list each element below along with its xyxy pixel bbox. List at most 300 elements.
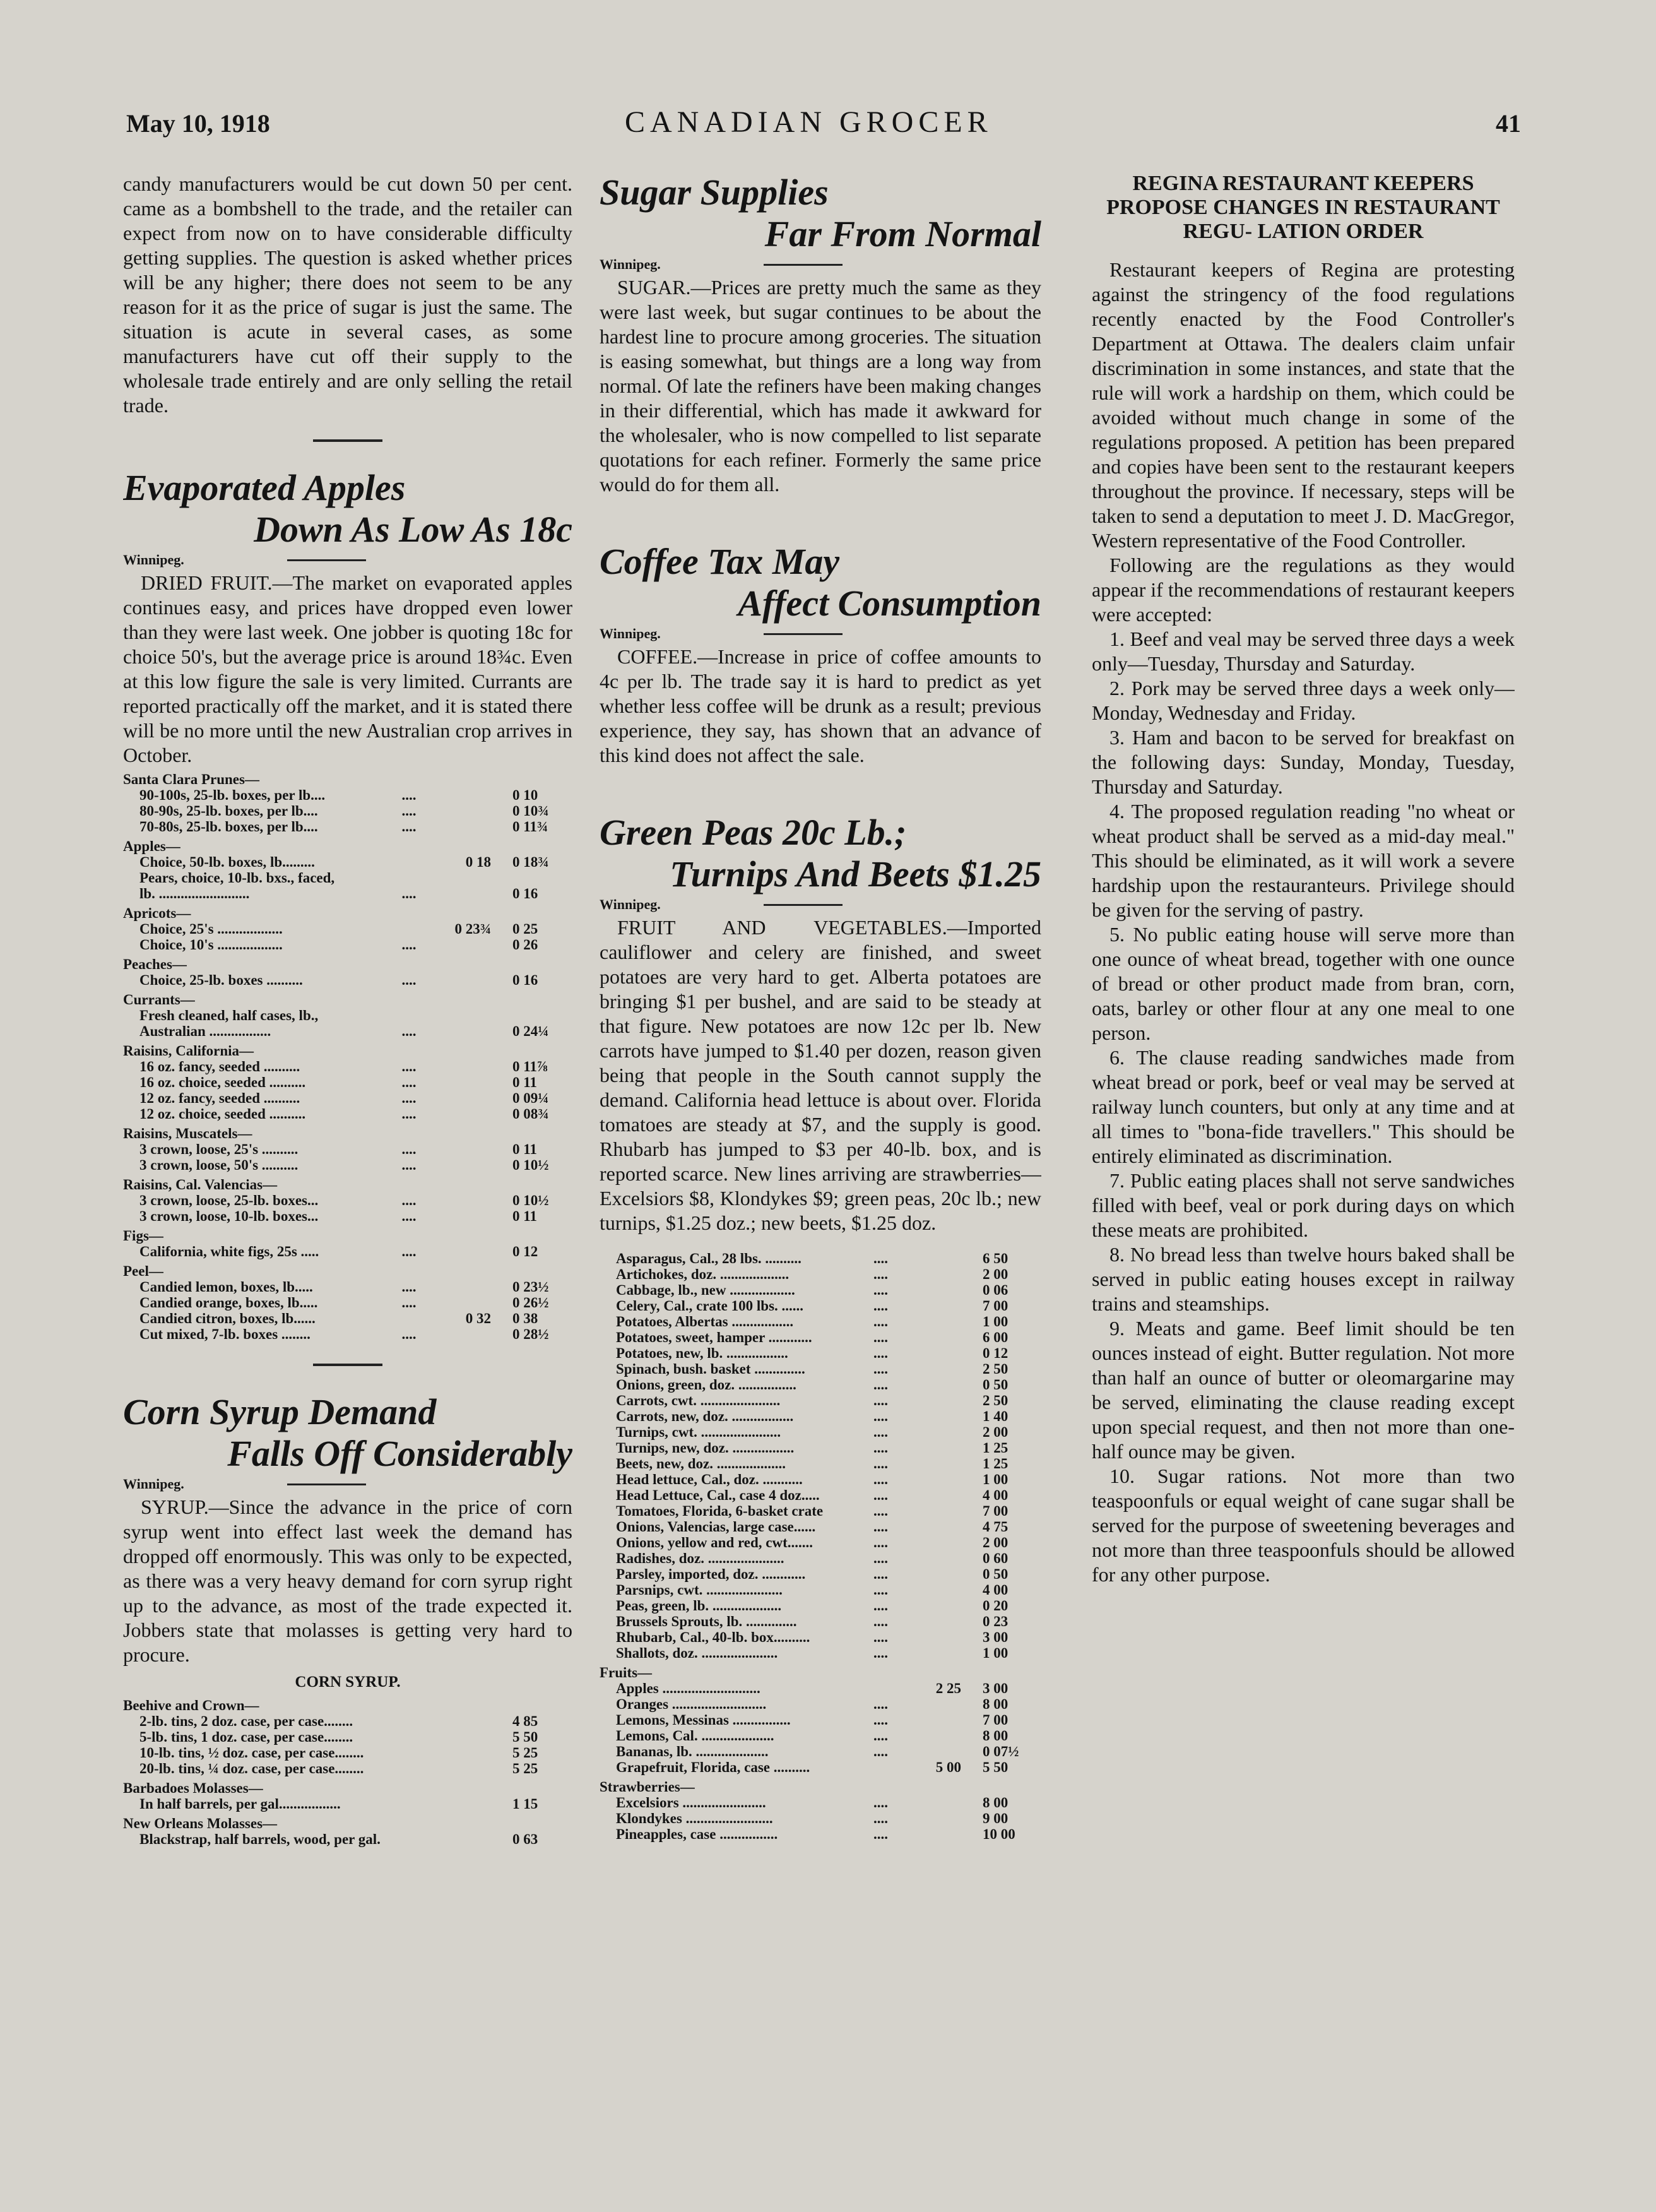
section-divider <box>313 439 382 442</box>
price-low <box>909 1696 966 1712</box>
syrup-headline-line2: Falls Off Considerably <box>227 1433 572 1474</box>
price-item-name: 5-lb. tins, 1 doz. case, per case........ <box>139 1729 353 1745</box>
price-high: 0 06 <box>983 1282 1008 1298</box>
price-low <box>909 1795 966 1811</box>
price-category-label: Peaches— <box>123 956 187 972</box>
price-low <box>909 1424 966 1440</box>
price-low <box>909 1728 966 1744</box>
price-high: 0 09¼ <box>512 1090 549 1106</box>
price-low <box>909 1744 966 1759</box>
price-high: 0 26½ <box>512 1295 549 1311</box>
price-low <box>909 1393 966 1408</box>
price-row <box>123 803 572 819</box>
price-item-name: Grapefruit, Florida, case .......... <box>616 1759 810 1775</box>
price-low: 0 18 <box>465 854 491 870</box>
price-high: 0 12 <box>512 1244 538 1259</box>
price-low <box>437 870 496 886</box>
price-row <box>600 1598 1041 1614</box>
price-item-name: Choice, 25-lb. boxes .......... <box>139 972 303 988</box>
price-item-name: California, white figs, 25s ..... <box>139 1244 319 1259</box>
regina-paragraph: 2. Pork may be served three days a week only—Monday, Wednesday and Friday. <box>1092 677 1515 724</box>
price-item-name: Choice, 10's .................. <box>139 937 283 953</box>
price-dots: .... <box>401 1279 417 1295</box>
price-low <box>909 1472 966 1487</box>
price-row <box>600 1487 1041 1503</box>
price-dots: .... <box>873 1377 888 1393</box>
price-dots: .... <box>873 1550 888 1566</box>
price-item-name: 10-lb. tins, ½ doz. case, per case........ <box>139 1745 364 1761</box>
regina-paragraph: 10. Sugar rations. Not more than two teaspoonfuls or equal weight of cane sugar shall be served for the purpose of sweetening beverages and not more than three teaspoonfuls should be allowed for any other purpose. <box>1092 1465 1515 1586</box>
price-low <box>437 1796 496 1812</box>
price-category-label: Figs— <box>123 1228 163 1244</box>
price-dots: .... <box>873 1826 888 1842</box>
sugar-body: SUGAR.—Prices are pretty much the same as they were last week, but sugar continues to be about the hardest line to procure among groceries. The situation is easing somewhat, but things are a long way from normal. Of late the refiners have been making changes in their differential, which has made it awkward for the wholesaler, who is now compelled to list separate quotations for each refiner. Formerly the same price would do for them all. <box>600 276 1041 496</box>
regina-article-body <box>1092 258 1515 1587</box>
price-row <box>600 1440 1041 1456</box>
price-category-row <box>123 1224 572 1244</box>
price-item-name: Shallots, doz. ..................... <box>616 1645 778 1661</box>
price-high: 8 00 <box>983 1728 1008 1744</box>
price-row <box>123 1279 572 1295</box>
price-low <box>909 1440 966 1456</box>
price-row <box>600 1345 1041 1361</box>
price-dots: .... <box>873 1519 888 1535</box>
price-category-row <box>123 768 572 787</box>
price-row <box>123 1796 572 1812</box>
price-row <box>600 1361 1041 1377</box>
price-category-label: Peel— <box>123 1263 163 1279</box>
price-low <box>437 1059 496 1074</box>
dateline-rule <box>287 559 366 561</box>
price-row <box>123 1208 572 1224</box>
price-row <box>600 1645 1041 1661</box>
dateline-rule <box>764 633 843 635</box>
price-row <box>600 1472 1041 1487</box>
vegetables-fruit-price-table <box>600 1251 1041 1842</box>
coffee-dateline: Winnipeg. <box>600 626 661 641</box>
price-low <box>909 1487 966 1503</box>
price-high: 8 00 <box>983 1795 1008 1811</box>
syrup-dateline-row <box>123 1476 572 1495</box>
price-dots: .... <box>401 803 417 819</box>
price-high: 0 50 <box>983 1566 1008 1582</box>
price-dots: .... <box>873 1487 888 1503</box>
price-low <box>437 1244 496 1259</box>
price-item-name: Onions, Valencias, large case...... <box>616 1519 816 1535</box>
price-low <box>909 1811 966 1826</box>
price-item-name: Beets, new, doz. ................... <box>616 1456 786 1472</box>
price-low <box>437 1141 496 1157</box>
price-high: 0 24¼ <box>512 1023 549 1039</box>
peas-article <box>600 812 1041 1842</box>
price-category-label: Santa Clara Prunes— <box>123 771 259 787</box>
intro-paragraph: candy manufacturers would be cut down 50 per cent. came as a bombshell to the trade, and the retailer can expect from now on to have considerable difficulty getting supplies. The question is asked whether prices will be any higher; there does not seem to be any reason for it as the price of sugar is just the same. The situation is acute in several cases, as some manufacturers have cut off their supply to the wholesale trade entirely and are only selling the retail trade. <box>123 172 572 417</box>
price-high <box>496 1008 572 1023</box>
syrup-article <box>123 1391 572 1847</box>
price-dots: .... <box>873 1614 888 1629</box>
price-category-row <box>123 988 572 1008</box>
price-low <box>909 1345 966 1361</box>
price-row <box>123 1074 572 1090</box>
price-high: 0 10¾ <box>512 803 549 819</box>
price-dots <box>873 1680 909 1696</box>
price-high: 7 00 <box>983 1712 1008 1728</box>
price-item-name: Pineapples, case ................ <box>616 1826 778 1842</box>
price-low <box>909 1503 966 1519</box>
price-high: 4 00 <box>983 1582 1008 1598</box>
price-high: 4 75 <box>983 1519 1008 1535</box>
regina-paragraph: Following are the regulations as they would appear if the recommendations of restaurant keepers were accepted: <box>1092 554 1515 626</box>
price-item-name: Choice, 50-lb. boxes, lb......... <box>139 854 315 870</box>
price-category-label: Currants— <box>123 992 195 1008</box>
price-category-row <box>123 1694 572 1713</box>
sugar-dateline-row <box>600 256 1041 275</box>
price-row <box>600 1811 1041 1826</box>
price-category-row <box>123 953 572 972</box>
price-high: 1 00 <box>983 1314 1008 1329</box>
coffee-headline-line1: Coffee Tax May <box>600 541 840 582</box>
price-row <box>123 1729 572 1745</box>
regina-paragraph: 7. Public eating places shall not serve sandwiches filled with beef, veal or pork during days on which these meats are prohibited. <box>1092 1169 1515 1241</box>
price-dots: .... <box>873 1566 888 1582</box>
column-1 <box>123 172 572 2167</box>
price-high: 0 28½ <box>512 1326 549 1342</box>
price-row <box>600 1503 1041 1519</box>
price-category-label: Raisins, California— <box>123 1043 254 1059</box>
price-row <box>600 1680 1041 1696</box>
section-divider <box>313 1364 382 1366</box>
price-item-name: Choice, 25's .................. <box>139 921 283 937</box>
price-high: 7 00 <box>983 1503 1008 1519</box>
price-item-name: Fresh cleaned, half cases, lb., <box>139 1008 319 1023</box>
peas-dateline-row <box>600 896 1041 915</box>
price-row <box>123 1090 572 1106</box>
price-low <box>909 1535 966 1550</box>
price-high: 2 00 <box>983 1266 1008 1282</box>
price-item-name: Head lettuce, Cal., doz. ........... <box>616 1472 803 1487</box>
price-high: 0 38 <box>512 1311 538 1326</box>
price-high: 0 18¾ <box>512 854 549 870</box>
price-high: 5 25 <box>512 1745 538 1761</box>
price-item-name: Candied orange, boxes, lb..... <box>139 1295 318 1311</box>
price-item-name: Apples ........................... <box>616 1680 760 1696</box>
price-high: 0 63 <box>512 1831 538 1847</box>
price-low <box>437 1157 496 1173</box>
price-row <box>123 886 572 901</box>
price-low <box>909 1251 966 1266</box>
price-row <box>600 1298 1041 1314</box>
price-item-name: 3 crown, loose, 50's .......... <box>139 1157 299 1173</box>
price-low: 5 00 <box>935 1759 961 1775</box>
price-row <box>600 1282 1041 1298</box>
price-dots: .... <box>873 1712 888 1728</box>
price-high: 2 00 <box>983 1424 1008 1440</box>
price-category-label: Apples— <box>123 838 180 854</box>
price-row <box>600 1456 1041 1472</box>
regina-paragraph: 8. No bread less than twelve hours baked shall be served in public eating houses except in railway trains and steamships. <box>1092 1243 1515 1315</box>
price-row <box>600 1329 1041 1345</box>
syrup-dateline: Winnipeg. <box>123 1476 184 1492</box>
price-dots: .... <box>401 1090 417 1106</box>
price-low <box>909 1712 966 1728</box>
price-item-name: Oranges .......................... <box>616 1696 767 1712</box>
price-dots: .... <box>873 1456 888 1472</box>
apples-dateline: Winnipeg. <box>123 552 184 568</box>
price-row <box>600 1251 1041 1266</box>
price-low <box>437 787 496 803</box>
price-dots: .... <box>401 1059 417 1074</box>
price-item-name: 70-80s, 25-lb. boxes, per lb.... <box>139 819 318 835</box>
price-row <box>123 1141 572 1157</box>
price-item-name: Potatoes, new, lb. ................. <box>616 1345 788 1361</box>
price-high: 9 00 <box>983 1811 1008 1826</box>
price-item-name: Candied citron, boxes, lb...... <box>139 1311 316 1326</box>
price-low <box>909 1282 966 1298</box>
issue-date: May 10, 1918 <box>126 109 270 138</box>
price-row <box>600 1393 1041 1408</box>
price-dots: .... <box>401 1106 417 1122</box>
price-row <box>123 854 572 870</box>
price-dots <box>401 1831 437 1847</box>
price-dots: .... <box>401 1023 417 1039</box>
price-high: 0 10 <box>512 787 538 803</box>
price-high: 1 00 <box>983 1472 1008 1487</box>
price-dots: .... <box>401 1141 417 1157</box>
price-high: 3 00 <box>983 1680 1008 1696</box>
price-item-name: 80-90s, 25-lb. boxes, per lb.... <box>139 803 318 819</box>
syrup-headline-line1: Corn Syrup Demand <box>123 1391 437 1432</box>
page-header <box>126 105 1521 146</box>
peas-body: FRUIT AND VEGETABLES.—Imported cauliflower and celery are finished, and sweet potatoes are very hard to get. Alberta potatoes are bringing $1 per bushel, and are said to be steady at that figure. New potatoes are now 12c per lb. New carrots have jumped to $1.40 per dozen, reason given being that people in the South cannot supply the demand. California head lettuce is about over. Florida tomatoes are steady at $7, and the supply is good. Rhubarb has jumped to $3 per 40-lb. box, and is reported scarce. New lines arriving are strawberries—Excelsiors $8, Klondykes $9; green peas, 20c lb.; new turnips, $1.25 doz.; new beets, $1.25 doz. <box>600 916 1041 1234</box>
price-item-name: Carrots, new, doz. ................. <box>616 1408 794 1424</box>
price-low <box>909 1582 966 1598</box>
price-item-name: 2-lb. tins, 2 doz. case, per case........ <box>139 1713 353 1729</box>
price-dots <box>401 921 437 937</box>
price-low <box>909 1598 966 1614</box>
price-dots: .... <box>873 1329 888 1345</box>
price-row <box>600 1266 1041 1282</box>
price-item-name: Spinach, bush. basket .............. <box>616 1361 805 1377</box>
peas-dateline: Winnipeg. <box>600 896 661 912</box>
apples-headline-line1: Evaporated Apples <box>123 467 406 508</box>
price-item-name: Parsley, imported, doz. ............ <box>616 1566 806 1582</box>
sugar-dateline: Winnipeg. <box>600 256 661 272</box>
page-number: 41 <box>1496 109 1521 138</box>
price-dots <box>401 1761 437 1776</box>
price-category-row <box>600 1775 1041 1795</box>
price-item-name: 3 crown, loose, 25-lb. boxes... <box>139 1192 319 1208</box>
price-high: 0 11⅞ <box>512 1059 548 1074</box>
price-item-name: Cut mixed, 7-lb. boxes ........ <box>139 1326 310 1342</box>
price-item-name: Tomatoes, Florida, 6-basket crate <box>616 1503 824 1519</box>
price-low <box>437 1106 496 1122</box>
price-item-name: Radishes, doz. ..................... <box>616 1550 784 1566</box>
price-high: 1 15 <box>512 1796 538 1812</box>
price-item-name: Potatoes, sweet, hamper ............ <box>616 1329 812 1345</box>
price-item-name: Bananas, lb. .................... <box>616 1744 769 1759</box>
price-category-label: Strawberries— <box>600 1779 695 1795</box>
price-item-name: Asparagus, Cal., 28 lbs. .......... <box>616 1251 801 1266</box>
regina-paragraph: 5. No public eating house will serve more than one ounce of wheat bread, together with one ounce of bread or other product made from bran, corn, oats, barley or other flour at any one meal to one person. <box>1092 923 1515 1044</box>
price-item-name: Artichokes, doz. ................... <box>616 1266 790 1282</box>
price-high: 0 10½ <box>512 1192 549 1208</box>
price-high: 1 25 <box>983 1456 1008 1472</box>
coffee-headline <box>600 541 1041 624</box>
price-dots: .... <box>401 937 417 953</box>
price-high: 0 50 <box>983 1377 1008 1393</box>
price-high: 0 25 <box>512 921 538 937</box>
syrup-price-table <box>123 1694 572 1847</box>
price-high: 0 08¾ <box>512 1106 549 1122</box>
price-dots: .... <box>873 1744 888 1759</box>
price-row <box>600 1795 1041 1811</box>
price-dots <box>873 1759 909 1775</box>
coffee-headline-line2: Affect Consumption <box>738 583 1041 624</box>
peas-headline-line2: Turnips And Beets $1.25 <box>670 853 1041 895</box>
price-category-label: Beehive and Crown— <box>123 1698 259 1713</box>
price-item-name: Onions, yellow and red, cwt....... <box>616 1535 813 1550</box>
syrup-table-title: CORN SYRUP. <box>295 1674 401 1691</box>
price-category-row <box>123 1173 572 1192</box>
dried-fruit-price-table <box>123 768 572 1342</box>
price-row <box>600 1728 1041 1744</box>
price-row <box>123 1023 572 1039</box>
price-low <box>909 1519 966 1535</box>
price-high: 4 85 <box>512 1713 538 1729</box>
price-dots: .... <box>873 1598 888 1614</box>
price-row <box>123 819 572 835</box>
price-dots: .... <box>873 1408 888 1424</box>
spacer <box>600 497 1041 541</box>
price-low <box>437 886 496 901</box>
sugar-headline <box>600 172 1041 255</box>
dateline-rule <box>764 264 843 266</box>
price-low <box>909 1408 966 1424</box>
spacer <box>1092 244 1515 258</box>
price-dots: .... <box>401 1244 417 1259</box>
price-high: 7 00 <box>983 1298 1008 1314</box>
price-low <box>909 1456 966 1472</box>
price-item-name: In half barrels, per gal................. <box>139 1796 341 1812</box>
price-category-label: New Orleans Molasses— <box>123 1816 278 1831</box>
price-row <box>123 1326 572 1342</box>
syrup-headline <box>123 1391 572 1475</box>
price-low <box>909 1645 966 1661</box>
price-row <box>123 1157 572 1173</box>
price-high: 6 50 <box>983 1251 1008 1266</box>
regina-paragraph: 1. Beef and veal may be served three days a week only—Tuesday, Thursday and Saturday. <box>1092 627 1515 675</box>
price-item-name: 20-lb. tins, ¼ doz. case, per case........ <box>139 1761 364 1776</box>
dateline-rule <box>764 904 843 906</box>
price-dots: .... <box>873 1314 888 1329</box>
price-item-name: Onions, green, doz. ................ <box>616 1377 796 1393</box>
price-high: 8 00 <box>983 1696 1008 1712</box>
price-row <box>600 1712 1041 1728</box>
price-category-row <box>123 1122 572 1141</box>
price-low <box>437 1713 496 1729</box>
price-low <box>437 1008 496 1023</box>
price-low <box>909 1550 966 1566</box>
price-high: 0 23½ <box>512 1279 549 1295</box>
price-item-name: 16 oz. choice, seeded .......... <box>139 1074 306 1090</box>
price-dots: .... <box>873 1424 888 1440</box>
price-low: 2 25 <box>935 1680 961 1696</box>
spacer <box>600 1235 1041 1251</box>
price-category-label: Raisins, Muscatels— <box>123 1126 252 1141</box>
price-item-name: 3 crown, loose, 10-lb. boxes... <box>139 1208 319 1224</box>
peas-headline-line1: Green Peas 20c Lb.; <box>600 812 907 853</box>
price-dots: .... <box>401 1295 417 1311</box>
dateline-rule <box>287 1484 366 1485</box>
price-item-name: Cabbage, lb., new .................. <box>616 1282 795 1298</box>
price-low <box>437 1761 496 1776</box>
price-high: 1 00 <box>983 1645 1008 1661</box>
price-dots: .... <box>401 819 417 835</box>
price-item-name: Turnips, cwt. ...................... <box>616 1424 781 1440</box>
price-dots: .... <box>401 787 417 803</box>
sugar-headline-line2: Far From Normal <box>764 213 1041 254</box>
regina-headline: REGINA RESTAURANT KEEPERS PROPOSE CHANGES IN RESTAURANT REGU- LATION ORDER <box>1106 172 1500 243</box>
price-dots: .... <box>873 1535 888 1550</box>
price-dots: .... <box>873 1811 888 1826</box>
price-dots: .... <box>873 1472 888 1487</box>
price-row <box>123 787 572 803</box>
price-item-name: Celery, Cal., crate 100 lbs. ...... <box>616 1298 804 1314</box>
price-category-label: Barbadoes Molasses— <box>123 1780 263 1796</box>
price-row <box>123 1192 572 1208</box>
price-low <box>909 1314 966 1329</box>
price-high <box>496 870 572 886</box>
price-high: 0 23 <box>983 1614 1008 1629</box>
price-item-name: lb. ......................... <box>139 886 250 901</box>
price-high: 0 11 <box>512 1208 537 1224</box>
price-dots: .... <box>873 1393 888 1408</box>
price-high: 0 11¾ <box>512 819 548 835</box>
price-item-name: Candied lemon, boxes, lb..... <box>139 1279 313 1295</box>
price-low <box>437 1831 496 1847</box>
price-row <box>123 1761 572 1776</box>
price-row <box>600 1826 1041 1842</box>
column-2 <box>600 172 1041 2167</box>
price-low <box>909 1377 966 1393</box>
price-high: 4 00 <box>983 1487 1008 1503</box>
column-3 <box>1092 172 1515 2167</box>
price-dots: .... <box>873 1696 888 1712</box>
price-row <box>123 1713 572 1729</box>
price-item-name: Brussels Sprouts, lb. .............. <box>616 1614 797 1629</box>
price-high: 1 25 <box>983 1440 1008 1456</box>
price-dots: .... <box>873 1728 888 1744</box>
price-dots <box>401 1796 437 1812</box>
price-dots: .... <box>873 1582 888 1598</box>
price-row <box>600 1535 1041 1550</box>
price-high: 1 40 <box>983 1408 1008 1424</box>
price-dots <box>401 1729 437 1745</box>
apples-article <box>123 467 572 1342</box>
price-item-name: Rhubarb, Cal., 40-lb. box.......... <box>616 1629 810 1645</box>
price-dots: .... <box>873 1345 888 1361</box>
price-row <box>123 1295 572 1311</box>
price-item-name: Carrots, cwt. ...................... <box>616 1393 781 1408</box>
sugar-headline-line1: Sugar Supplies <box>600 172 829 213</box>
price-dots: .... <box>873 1298 888 1314</box>
price-low <box>437 1745 496 1761</box>
price-high: 0 16 <box>512 886 538 901</box>
coffee-article <box>600 541 1041 768</box>
price-category-row <box>123 901 572 921</box>
price-row <box>123 1244 572 1259</box>
price-category-row <box>123 835 572 854</box>
